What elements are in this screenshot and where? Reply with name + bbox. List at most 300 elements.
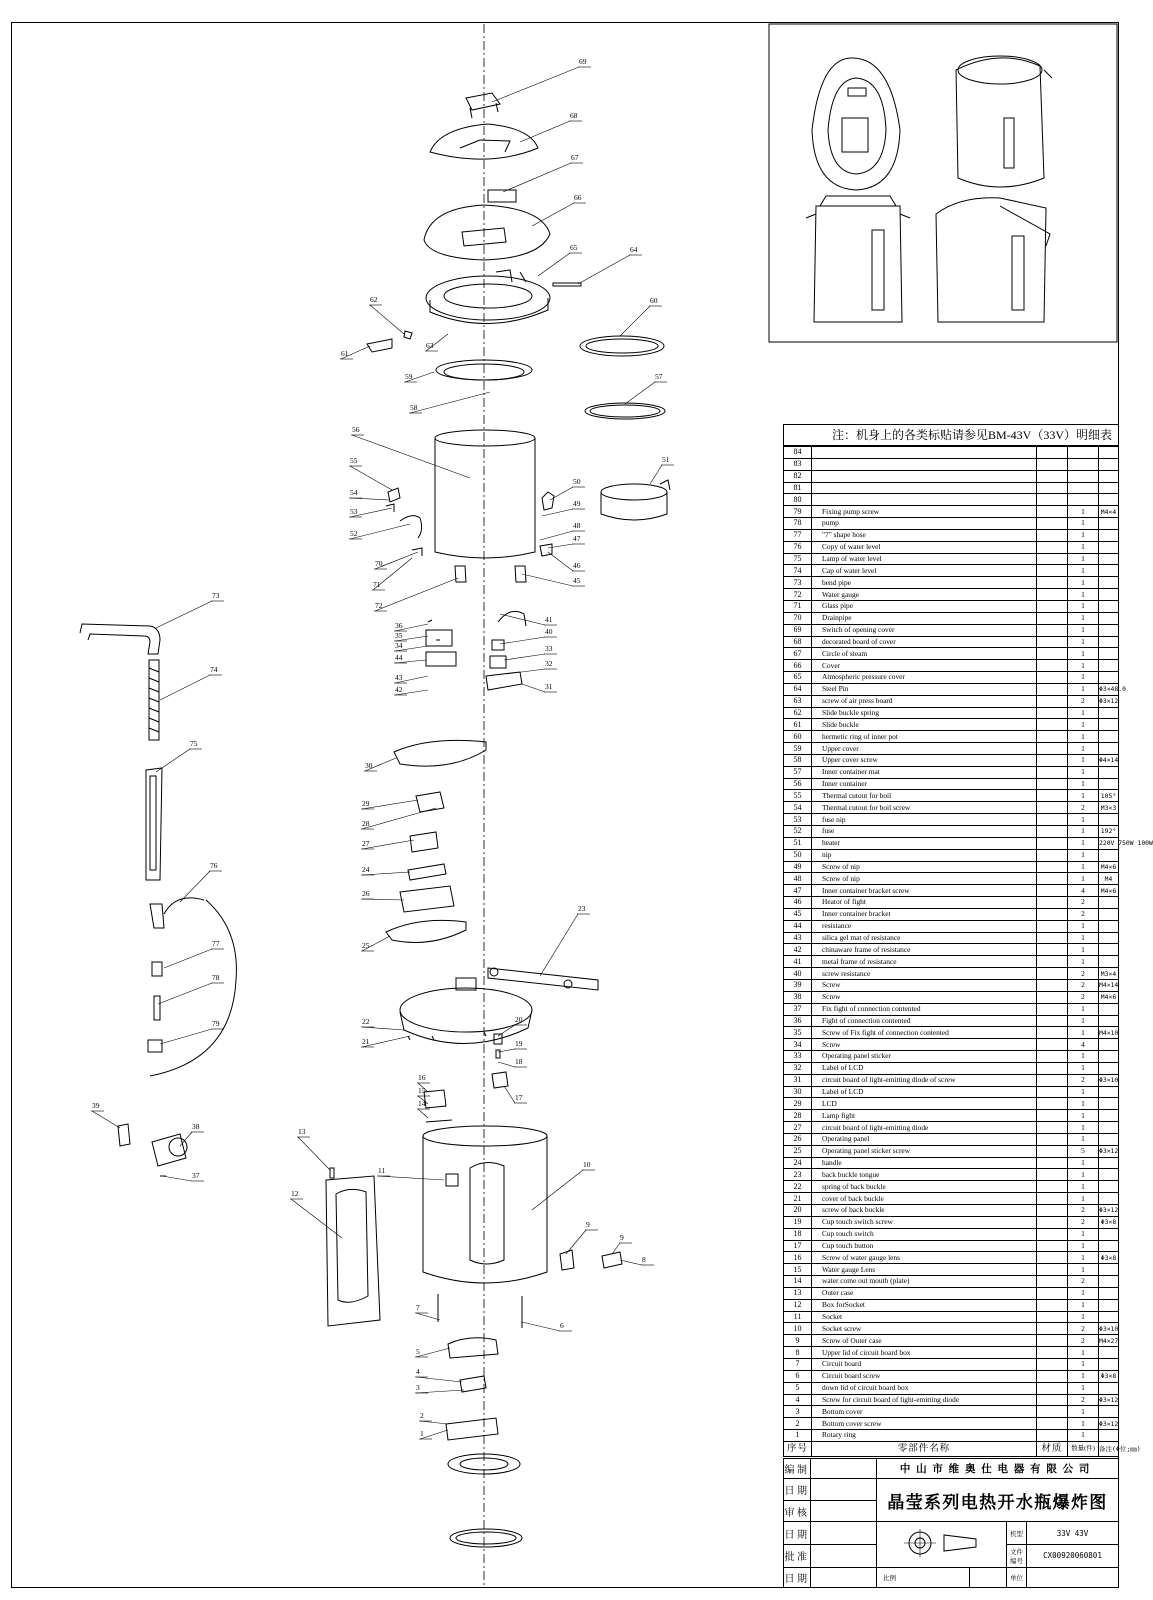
- part-quantity: [1068, 458, 1099, 470]
- part-name: Inner container mat: [812, 766, 1037, 778]
- part-material: [1037, 1181, 1068, 1193]
- part-remark: M4×14: [1099, 981, 1119, 990]
- part-name: Operating panel sticker screw: [812, 1145, 1037, 1157]
- part-name: circuit board of light-emitting diode: [812, 1122, 1037, 1134]
- part-remark: [1099, 956, 1119, 968]
- callout-leader-33: [504, 654, 545, 660]
- callout-number: 47: [573, 534, 581, 543]
- part-remark: M4×6: [1099, 991, 1119, 1003]
- parts-row: [784, 1133, 1119, 1145]
- part-30-label-of-lcd: [410, 832, 438, 852]
- part-remark: [1099, 1228, 1119, 1240]
- parts-row: [784, 944, 1119, 956]
- callout-numbers: [92, 57, 670, 1438]
- part-75-lamp-of-water-level: [154, 996, 160, 1020]
- part-number: 10: [784, 1323, 812, 1335]
- parts-row: [784, 1394, 1119, 1406]
- parts-row: [784, 600, 1119, 612]
- part-name: decorated board of cover: [812, 636, 1037, 648]
- callout-number: 18: [515, 1057, 523, 1066]
- parts-row: [784, 897, 1119, 909]
- part-5-down-lid-of-circuit-board-box: [446, 1418, 498, 1440]
- callout-leader-79: [160, 1029, 212, 1044]
- part-number: 5: [784, 1382, 812, 1394]
- part-15-water-gauge-lens: [326, 1176, 380, 1326]
- parts-row: [784, 1015, 1119, 1027]
- part-7-circuit-board: [460, 1376, 486, 1392]
- part-78-pump: [152, 1134, 187, 1166]
- part-material: [1037, 968, 1068, 980]
- part-number: 67: [784, 648, 812, 660]
- callout-number: 15: [418, 1086, 426, 1095]
- label-approve: 批准: [784, 1544, 811, 1567]
- callout-leader-51: [650, 465, 662, 484]
- part-material: [1037, 1133, 1068, 1145]
- part-46-heator-of-fight: [540, 544, 552, 556]
- part-name: Socket screw: [812, 1323, 1037, 1335]
- part-quantity: 1: [1068, 506, 1099, 518]
- part-number: 41: [784, 956, 812, 968]
- callout-number: 61: [341, 349, 349, 358]
- part-number: 81: [784, 482, 812, 494]
- scale-label: 比例: [877, 1567, 970, 1588]
- callout-leader-28: [362, 808, 436, 829]
- part-quantity: 1: [1068, 683, 1099, 695]
- parts-row: [784, 1323, 1119, 1335]
- part-remark: [1099, 648, 1119, 660]
- callout-number: 44: [395, 653, 403, 662]
- callout-leader-14: [418, 1109, 428, 1118]
- parts-row: [784, 1181, 1119, 1193]
- part-quantity: 1: [1068, 1181, 1099, 1193]
- parts-row: [784, 1074, 1119, 1086]
- part-name: metal frame of resistance: [812, 956, 1037, 968]
- part-quantity: 2: [1068, 908, 1099, 920]
- callout-leader-62: [370, 305, 404, 334]
- callout-number: 9: [620, 1233, 624, 1242]
- part-quantity: 1: [1068, 660, 1099, 672]
- callout-leader-77: [164, 949, 212, 968]
- part-quantity: 1: [1068, 1193, 1099, 1205]
- part-material: [1037, 1205, 1068, 1217]
- part-33-operating-panel-sticker: [394, 740, 486, 766]
- part-remark: [1099, 529, 1119, 541]
- part-number: 35: [784, 1027, 812, 1039]
- parts-row: [784, 743, 1119, 755]
- part-number: 21: [784, 1193, 812, 1205]
- part-name: Inner container: [812, 778, 1037, 790]
- part-64-steel-pin: [553, 283, 581, 286]
- part-material: [1037, 672, 1068, 684]
- callout-number: 41: [545, 615, 553, 624]
- part-number: 75: [784, 553, 812, 565]
- callout-number: 51: [662, 455, 670, 464]
- part-quantity: 1: [1068, 1418, 1099, 1430]
- part-name: Rotary ring: [812, 1430, 1037, 1442]
- callout-number: 10: [583, 1160, 591, 1169]
- parts-row: [784, 1406, 1119, 1418]
- part-number: 47: [784, 885, 812, 897]
- part-remark: Φ3×10: [1099, 1076, 1119, 1085]
- part-material: [1037, 1311, 1068, 1323]
- part-remark: [1099, 932, 1119, 944]
- part-quantity: 1: [1068, 837, 1099, 849]
- company-name: 中山市维奥仕电器有限公司: [877, 1459, 1119, 1479]
- product-views-panel: [769, 24, 1117, 342]
- part-remark: Φ3×12: [1099, 1395, 1119, 1404]
- part-remark: [1099, 849, 1119, 861]
- label-review: 审核: [784, 1500, 811, 1522]
- parts-row: [784, 648, 1119, 660]
- callout-number: 43: [395, 673, 403, 682]
- part-52-fuse: [400, 516, 422, 538]
- part-name: Operating panel sticker: [812, 1051, 1037, 1063]
- part-quantity: [1068, 482, 1099, 494]
- part-number: 38: [784, 991, 812, 1003]
- part-remark: [1099, 1086, 1119, 1098]
- part-name: Upper cover: [812, 743, 1037, 755]
- callout-leader-19: [498, 1049, 515, 1052]
- part-material: [1037, 956, 1068, 968]
- callout-leader-9: [566, 1230, 586, 1254]
- part-number: 73: [784, 577, 812, 589]
- parts-row: [784, 920, 1119, 932]
- callout-number: 32: [545, 659, 553, 668]
- part-number: 63: [784, 695, 812, 707]
- callout-number: 45: [573, 576, 581, 585]
- part-21-cover-of-back-buckle: [492, 1034, 508, 1088]
- callout-number: 79: [212, 1019, 220, 1028]
- part-number: 61: [784, 719, 812, 731]
- part-material: [1037, 1335, 1068, 1347]
- callout-leader-31: [522, 684, 545, 692]
- part-quantity: 2: [1068, 1074, 1099, 1086]
- parts-row: [784, 1430, 1119, 1442]
- callout-number: 36: [395, 621, 403, 630]
- callout-number: 2: [420, 1411, 424, 1420]
- part-remark: [1099, 553, 1119, 565]
- parts-row: [784, 1051, 1119, 1063]
- part-material: [1037, 766, 1068, 778]
- part-36-fight-of-connection-contented: [426, 620, 456, 666]
- header-remark: 备注(Φ位;㎜): [1099, 1441, 1119, 1456]
- part-name: LCD: [812, 1098, 1037, 1110]
- parts-row: [784, 1157, 1119, 1169]
- part-material: [1037, 577, 1068, 589]
- part-name: hermetic ring of inner pot: [812, 731, 1037, 743]
- part-remark: M4×6: [1099, 885, 1119, 897]
- parts-table-note: 注：机身上的各类标贴请参见BM-43V（33V）明细表: [783, 424, 1119, 446]
- part-name: Screw of nip: [812, 873, 1037, 885]
- callout-leader-11: [378, 1176, 444, 1180]
- part-quantity: 1: [1068, 600, 1099, 612]
- part-quantity: 1: [1068, 861, 1099, 873]
- part-name: Cap of water level: [812, 565, 1037, 577]
- part-number: 25: [784, 1145, 812, 1157]
- part-remark: [1099, 1358, 1119, 1370]
- part-name: Lamp fight: [812, 1110, 1037, 1122]
- callout-number: 68: [570, 111, 578, 120]
- part-remark: [1099, 1193, 1119, 1205]
- callout-number: 66: [574, 193, 582, 202]
- part-remark: [1099, 897, 1119, 909]
- parts-row: [784, 458, 1119, 470]
- callout-number: 30: [365, 761, 373, 770]
- part-remark: [1099, 1240, 1119, 1252]
- drawing-title: 晶莹系列电热开水瓶爆炸图: [877, 1479, 1119, 1522]
- part-number: 32: [784, 1062, 812, 1074]
- part-51-heater: [601, 480, 670, 520]
- part-quantity: 1: [1068, 778, 1099, 790]
- part-material: [1037, 1110, 1068, 1122]
- part-quantity: 1: [1068, 529, 1099, 541]
- part-name: [812, 470, 1037, 482]
- part-quantity: 1: [1068, 766, 1099, 778]
- side-view-illustration: [936, 198, 1050, 322]
- part-number: 79: [784, 506, 812, 518]
- part-remark: [1099, 589, 1119, 601]
- part-number: 60: [784, 731, 812, 743]
- callout-leader-48: [540, 531, 573, 540]
- part-name: Operating panel: [812, 1133, 1037, 1145]
- callout-leader-49: [542, 509, 573, 516]
- part-quantity: 1: [1068, 624, 1099, 636]
- part-material: [1037, 612, 1068, 624]
- part-number: 58: [784, 754, 812, 766]
- part-number: 64: [784, 683, 812, 695]
- part-name: Glass pipe: [812, 600, 1037, 612]
- part-material: [1037, 600, 1068, 612]
- callout-number: 19: [515, 1039, 523, 1048]
- callout-leader-55: [350, 466, 392, 490]
- part-material: [1037, 636, 1068, 648]
- callout-number: 20: [515, 1015, 523, 1024]
- label-prepared: 编制: [784, 1459, 811, 1479]
- callout-number: 22: [362, 1017, 370, 1026]
- part-remark: [1099, 577, 1119, 589]
- parts-row: [784, 1252, 1119, 1264]
- parts-row: [784, 991, 1119, 1003]
- parts-row: [784, 1110, 1119, 1122]
- part-remark: M4×10: [1099, 1028, 1119, 1037]
- header-material: 材质: [1037, 1441, 1068, 1456]
- part-quantity: 1: [1068, 826, 1099, 838]
- parts-row: [784, 1382, 1119, 1394]
- part-name: pump: [812, 518, 1037, 530]
- part-name: Bottom cover: [812, 1406, 1037, 1418]
- part-remark: [1099, 636, 1119, 648]
- part-remark: [1099, 612, 1119, 624]
- callout-number: 38: [192, 1122, 200, 1131]
- callout-leader-65: [538, 253, 570, 276]
- parts-row: [784, 849, 1119, 861]
- part-quantity: 1: [1068, 1086, 1099, 1098]
- part-27-circuit-board-of-led: [386, 920, 466, 942]
- callout-number: 49: [573, 499, 581, 508]
- part-number: 51: [784, 837, 812, 849]
- part-material: [1037, 754, 1068, 766]
- part-material: [1037, 553, 1068, 565]
- callout-number: 62: [370, 295, 378, 304]
- part-material: [1037, 1358, 1068, 1370]
- part-remark: [1099, 719, 1119, 731]
- parts-row: [784, 1098, 1119, 1110]
- part-remark: M4×27: [1099, 1336, 1119, 1345]
- callout-number: 14: [418, 1099, 426, 1108]
- part-number: 48: [784, 873, 812, 885]
- part-62-slide-buckle-spring: [404, 331, 412, 339]
- part-quantity: 2: [1068, 695, 1099, 707]
- part-remark: Φ4×14: [1099, 756, 1119, 765]
- part-76-copy-of-water-level: [148, 1040, 162, 1052]
- part-material: [1037, 1323, 1068, 1335]
- part-remark: 105°: [1099, 790, 1119, 802]
- part-quantity: 1: [1068, 743, 1099, 755]
- isometric-view-illustration: [956, 56, 1052, 187]
- part-remark: Φ3×12: [1099, 1419, 1119, 1428]
- callout-number: 58: [410, 403, 418, 412]
- callout-number: 56: [352, 425, 360, 434]
- parts-row: [784, 1086, 1119, 1098]
- part-remark: [1099, 624, 1119, 636]
- part-65-atmospheric-pressure-cover: [426, 270, 550, 324]
- callout-number: 16: [418, 1073, 426, 1082]
- part-material: [1037, 1062, 1068, 1074]
- parts-row: [784, 1358, 1119, 1370]
- header-name: 零部件名称: [812, 1441, 1037, 1456]
- callout-number: 27: [362, 839, 370, 848]
- part-remark: [1099, 1406, 1119, 1418]
- parts-row: [784, 885, 1119, 897]
- part-number: 70: [784, 612, 812, 624]
- callout-number: 48: [573, 521, 581, 530]
- callout-number: 76: [210, 861, 218, 870]
- part-quantity: 2: [1068, 968, 1099, 980]
- parts-row: [784, 624, 1119, 636]
- part-number: 19: [784, 1216, 812, 1228]
- part-name: Screw of nip: [812, 861, 1037, 873]
- callout-number: 53: [350, 507, 358, 516]
- part-quantity: 4: [1068, 1039, 1099, 1051]
- part-material: [1037, 447, 1068, 459]
- part-quantity: 1: [1068, 1299, 1099, 1311]
- part-name: Water gauge Lens: [812, 1264, 1037, 1276]
- part-material: [1037, 1015, 1068, 1027]
- callout-leader-4: [416, 1377, 462, 1382]
- callout-number: 42: [395, 685, 403, 694]
- part-number: 62: [784, 707, 812, 719]
- parts-row: [784, 1039, 1119, 1051]
- part-name: Label of LCD: [812, 1086, 1037, 1098]
- part-number: 53: [784, 814, 812, 826]
- part-remark: Φ3×8: [1099, 1252, 1119, 1264]
- callout-leader-41: [500, 614, 545, 625]
- part-quantity: 1: [1068, 1051, 1099, 1063]
- part-name: down lid of circuit board box: [812, 1382, 1037, 1394]
- part-number: 82: [784, 470, 812, 482]
- top-view-illustration: [812, 58, 900, 190]
- parts-row: [784, 1003, 1119, 1015]
- part-name: screw of air press board: [812, 695, 1037, 707]
- label-date-1: 日期: [784, 1479, 811, 1501]
- part-number: 76: [784, 541, 812, 553]
- part-70-drainpipe: [80, 624, 160, 654]
- part-number: 59: [784, 743, 812, 755]
- parts-row: [784, 506, 1119, 518]
- part-material: [1037, 458, 1068, 470]
- part-number: 3: [784, 1406, 812, 1418]
- part-name: bend pipe: [812, 577, 1037, 589]
- part-number: 84: [784, 447, 812, 459]
- part-quantity: 2: [1068, 1205, 1099, 1217]
- part-material: [1037, 1264, 1068, 1276]
- callout-leader-56: [352, 435, 470, 478]
- part-name: fuse nip: [812, 814, 1037, 826]
- part-material: [1037, 1382, 1068, 1394]
- part-name: silica gel mat of resistance: [812, 932, 1037, 944]
- part-name: Label of LCD: [812, 1062, 1037, 1074]
- callout-number: 71: [373, 580, 381, 589]
- label-date-3: 日期: [784, 1567, 811, 1588]
- part-material: [1037, 932, 1068, 944]
- part-remark: Φ3×8: [1099, 1216, 1119, 1228]
- callout-leader-68: [520, 121, 570, 142]
- part-quantity: 1: [1068, 873, 1099, 885]
- parts-row: [784, 1145, 1119, 1157]
- part-number: 29: [784, 1098, 812, 1110]
- part-remark: [1099, 1287, 1119, 1299]
- part-quantity: 1: [1068, 1098, 1099, 1110]
- part-name: resistance: [812, 920, 1037, 932]
- part-remark: [1099, 1347, 1119, 1359]
- part-32-label-of-lcd: [416, 792, 444, 812]
- callout-number: 40: [545, 627, 553, 636]
- callout-number: 12: [291, 1189, 299, 1198]
- part-quantity: 1: [1068, 1027, 1099, 1039]
- part-remark: Φ3×12: [1099, 697, 1119, 706]
- part-remark: [1099, 447, 1119, 459]
- part-material: [1037, 1051, 1068, 1063]
- part-quantity: 1: [1068, 790, 1099, 802]
- part-quantity: 1: [1068, 932, 1099, 944]
- part-number: 27: [784, 1122, 812, 1134]
- part-quantity: 1: [1068, 672, 1099, 684]
- part-name: Screw: [812, 991, 1037, 1003]
- part-number: 68: [784, 636, 812, 648]
- parts-row: [784, 1240, 1119, 1252]
- callout-number: 74: [210, 665, 218, 674]
- part-quantity: 1: [1068, 1240, 1099, 1252]
- parts-row: [784, 1299, 1119, 1311]
- part-28-lamp-fight: [400, 886, 454, 912]
- parts-row: [784, 541, 1119, 553]
- callout-number: 35: [395, 631, 403, 640]
- part-number: 11: [784, 1311, 812, 1323]
- part-number: 74: [784, 565, 812, 577]
- part-quantity: 1: [1068, 577, 1099, 589]
- part-73-bend-pipe: [150, 898, 204, 928]
- part-remark: Φ3×8: [1099, 1370, 1119, 1382]
- callout-number: 75: [190, 739, 198, 748]
- part-quantity: 1: [1068, 1015, 1099, 1027]
- unit-label: 单位: [1007, 1567, 1027, 1588]
- part-material: [1037, 660, 1068, 672]
- callout-leader-60: [620, 306, 650, 336]
- part-material: [1037, 1252, 1068, 1264]
- parts-row: [784, 1062, 1119, 1074]
- part-quantity: 1: [1068, 719, 1099, 731]
- callout-number: 39: [92, 1101, 100, 1110]
